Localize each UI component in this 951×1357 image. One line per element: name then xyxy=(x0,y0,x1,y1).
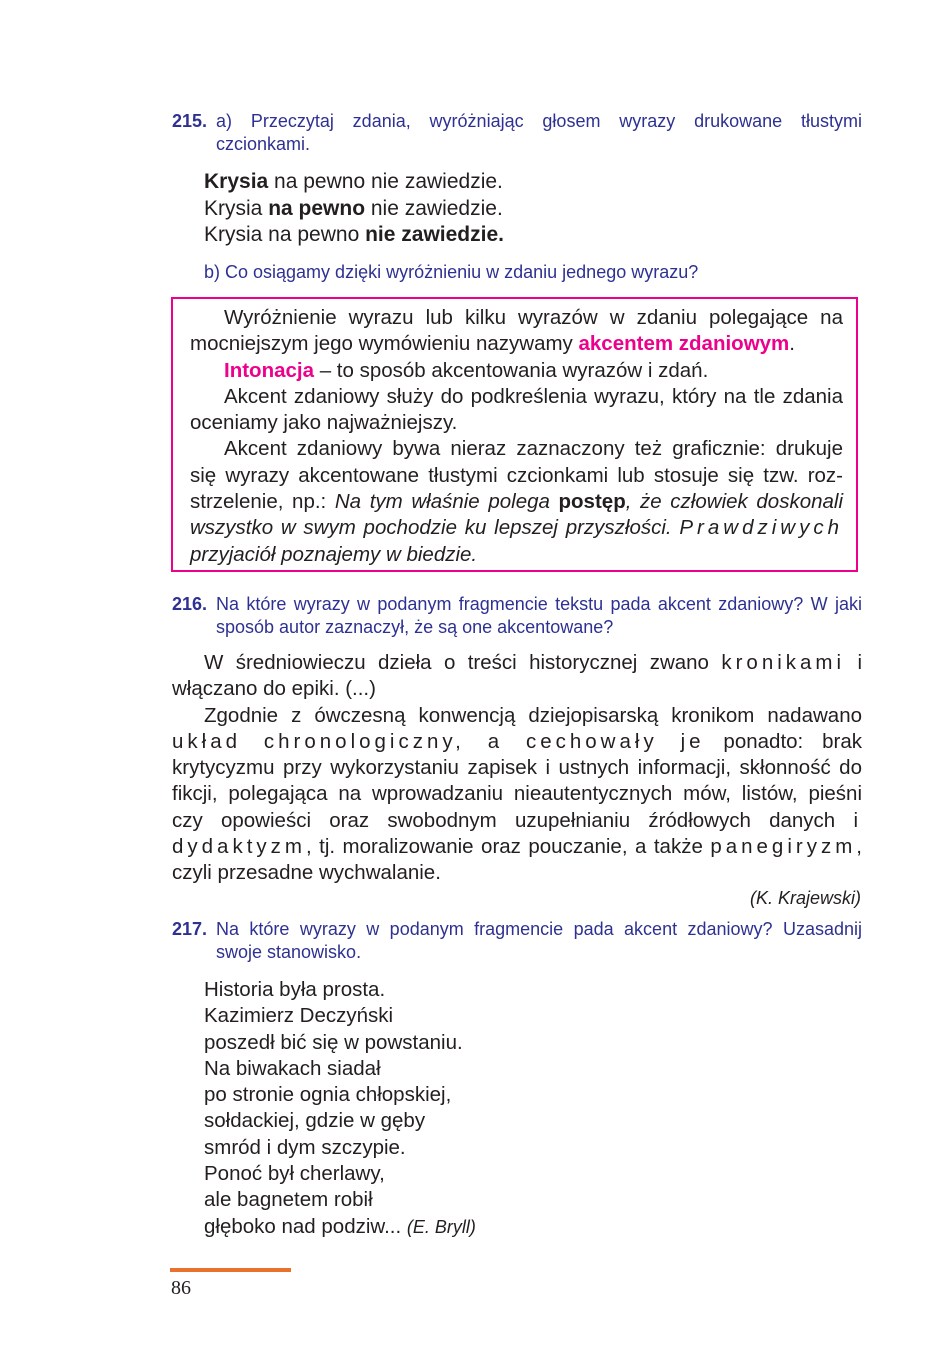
task-number: 216. xyxy=(172,594,208,614)
definition-paragraph: Akcent zdaniowy służy do podkreślenia wyrazu, który na tle zdania oceniamy jako najważniejszy. xyxy=(190,384,843,435)
excerpt-paragraph: W średniowieczu dzieła o treści historycznej zwano kronikami i włączano do epiki. (...) xyxy=(172,651,862,701)
task-number: 217. xyxy=(172,919,208,939)
task-216-instruction xyxy=(172,593,862,639)
task-text: Na które wyrazy w podanym fragmencie pada akcent zdaniowy? Uzasadnij swoje stanowisko. xyxy=(216,919,862,962)
task-text: Na które wyrazy w podanym fragmencie tekstu pada akcent zdaniowy? W jaki sposób autor zaznaczył, że są one akcentowane? xyxy=(216,594,862,637)
poem-line: Historia była prosta. xyxy=(204,978,386,1001)
excerpt-paragraph: Zgodnie z ówczesną konwencją dziejopisarską kronikom nadawano układ chronologiczny, a cechowały je ponadto: brak krytycyzmu przy wykorzystaniu zapisek i ustnych informacji, skłonność do fikcji, polegająca na wprowadzaniu nieautentycznych mów, listów, pieśni czy opowieści oraz swobodnym uzupełnianiu źródłowych danych i dydaktyzm, tj. moralizowanie oraz pouczanie, a także panegiryzm, czyli przesadne wychwalanie. xyxy=(172,703,862,885)
definition-paragraph: Akcent zdaniowy bywa nieraz zaznaczony też graficznie: drukuje się wyrazy akcentowane tłustymi czcionkami lub stosuje się tzw. roz-strzelenie, np.: Na tym właśnie polega postęp, że człowiek doskonali wszystko w swym pochodzie ku lepszej przyszłości. Prawdziwych przyjaciół poznajemy w biedzie. xyxy=(190,437,844,566)
poem-line: po stronie ognia chłopskiej, xyxy=(204,1083,452,1107)
example-sentences xyxy=(204,169,504,249)
source-citation: (E. Bryll) xyxy=(406,1216,476,1237)
poem-line: sołdackiej, gdzie w gęby xyxy=(204,1109,426,1133)
poem-line: Kazimierz Deczyński xyxy=(204,1004,394,1028)
excerpt-216 xyxy=(172,650,862,887)
poem-line: głęboko nad podziw... (E. Bryll) xyxy=(204,1214,476,1238)
page-rule xyxy=(170,1268,291,1272)
definition-paragraph: Intonacja – to sposób akcentowania wyrazów i zdań. xyxy=(224,358,709,382)
task-number: 215. xyxy=(172,111,208,131)
task-215-instruction-a xyxy=(172,110,862,156)
task-text: a) Przeczytaj zdania, wyróżniając głosem wyrazy drukowane tłustymi czcionkami. xyxy=(216,111,862,154)
definition-text xyxy=(190,305,843,568)
definition-paragraph: Wyróżnienie wyrazu lub kilku wyrazów w zdaniu polegające na mocniejszym jego wymówieniu nazywamy akcentem zdaniowym. xyxy=(190,306,843,356)
example-line: Krysia na pewno nie zawiedzie. xyxy=(204,170,503,193)
poem-line: ale bagnetem robił xyxy=(204,1188,373,1212)
poem-line: Ponoć był cherlawy, xyxy=(204,1162,385,1186)
poem-line: smród i dym szczypie. xyxy=(204,1135,406,1159)
poem-line: Na biwakach siadał xyxy=(204,1056,381,1080)
poem-line: poszedł bić się w powstaniu. xyxy=(204,1030,463,1054)
source-citation: (K. Krajewski) xyxy=(749,888,861,908)
poem-217 xyxy=(204,977,476,1240)
page-number: 86 xyxy=(171,1277,191,1299)
task-text: b) Co osiągamy dzięki wyróżnieniu w zdaniu jednego wyrazu? xyxy=(204,262,699,282)
example-line: Krysia na pewno nie zawiedzie. xyxy=(204,223,504,246)
task-215-instruction-b xyxy=(204,261,864,284)
task-217-instruction xyxy=(172,918,862,964)
example-line: Krysia na pewno nie zawiedzie. xyxy=(204,196,503,220)
